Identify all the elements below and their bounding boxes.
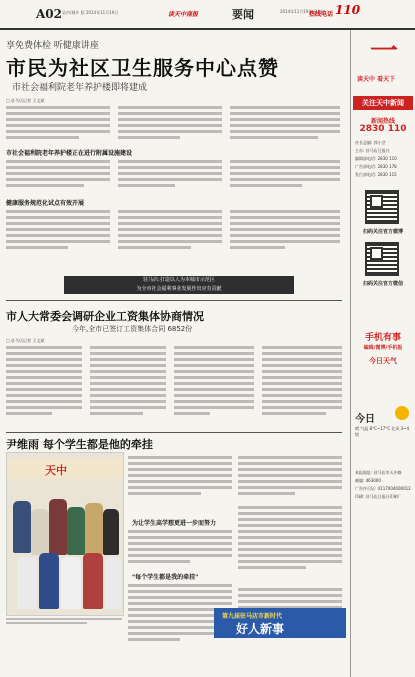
- section-divider: [6, 300, 342, 301]
- bottom-info: 邮编: 463000: [355, 478, 381, 483]
- sidebar-logo: [353, 34, 413, 92]
- main-content: [0, 32, 347, 677]
- third-column-3: [128, 530, 232, 566]
- lead-kicker: 享免费体检 听健康讲座: [6, 41, 99, 51]
- second-headline: 市人大常委会调研企业工资集体协商情况: [6, 310, 204, 323]
- photo-sign: [7, 459, 123, 479]
- lead-column-4: [6, 160, 110, 190]
- lead-deck: 市社会福利院老年养护楼即将建成: [12, 83, 148, 93]
- page-code: A02: [36, 7, 63, 21]
- edition-meta: 县市/城乡 版 2014年11月19日: [62, 10, 119, 15]
- sidebar-ad-1: 手机有事: [364, 333, 401, 343]
- hotline-title: 新闻热线: [370, 118, 395, 125]
- date-line: 2014年11月19日 星期三: [280, 9, 326, 14]
- lead-column-3: [230, 106, 340, 142]
- lead-column-1: [6, 106, 110, 142]
- second-column-3: [174, 346, 254, 418]
- photo-caption: [6, 618, 122, 626]
- lead-headline: 市民为社区卫生服务中心点赞: [6, 56, 279, 80]
- lead-column-9: [230, 210, 340, 252]
- promo-line-2: 好人新事: [236, 622, 285, 636]
- weibo-label: 扫码关注官方微博: [362, 229, 403, 235]
- sidebar-ad-2: 编辑/微博/手机报: [363, 345, 403, 351]
- info-line: 广告部电话: 2830 178: [355, 164, 397, 169]
- photo-person: [67, 507, 85, 555]
- weibo-qr-code: [365, 190, 399, 224]
- info-line: 编辑部电话: 2830 110: [355, 156, 397, 161]
- bottom-info: 广告许可证: 4117004000012: [355, 486, 411, 491]
- bottom-info: 印刷: 驻马店日报社印刷厂: [355, 494, 402, 499]
- lead-subhead-2: 健康服务规范化试点有效开展: [6, 200, 85, 207]
- info-line: 发行部电话: 2830 115: [355, 172, 397, 177]
- banner-line-1: 驻马店:打造以人为本城市示范区: [143, 277, 215, 283]
- third-column-1: [128, 456, 232, 498]
- photo-person: [49, 499, 67, 555]
- photo-person: [83, 553, 103, 609]
- third-subhead-1: 为让学生高学想更进一步而努力: [132, 520, 217, 527]
- second-byline: □ 驻马店记者 王文斌: [6, 338, 45, 343]
- hotline-label: 热线电话: [309, 11, 334, 18]
- sidebar-ad-3: 今日天气: [369, 357, 397, 365]
- weixin-label: 扫码关注官方微信: [362, 281, 403, 287]
- third-subhead-2: "每个学生都是我的牵挂": [132, 574, 199, 581]
- second-column-4: [262, 346, 342, 418]
- section-divider-2: [6, 432, 342, 433]
- photo-person: [103, 509, 119, 555]
- photo-person: [85, 503, 103, 555]
- weather-day: 今日: [355, 414, 375, 425]
- third-headline: 尹维雨 每个学生都是他的牵挂: [6, 438, 153, 451]
- lead-subhead-1: 市社会福利院老年养护楼正在进行附属设施建设: [6, 150, 133, 157]
- banner-line-2: 为全市社会福利事业发展作出应有贡献: [136, 286, 222, 292]
- lead-column-5: [118, 160, 222, 190]
- logo-mark-icon: 一: [369, 34, 398, 67]
- promo-line-1: 第九届驻马店市新时代: [222, 613, 283, 620]
- hotline-number: 110: [335, 3, 361, 17]
- photo-person: [61, 557, 81, 609]
- second-deck: 今年,全市已签订工资集体合同 6852份: [72, 325, 193, 333]
- lead-column-8: [118, 210, 222, 252]
- photo-person: [17, 557, 37, 609]
- lead-column-7: [6, 210, 110, 252]
- weather-text: 晴 气温 8°C~17°C 北风 3~4 级: [355, 426, 410, 437]
- photo-sign-text: 天中: [45, 464, 67, 477]
- logo-tagline: 读天中 看天下: [357, 76, 396, 83]
- photo-person: [31, 509, 49, 555]
- photo-person: [13, 501, 31, 553]
- sidebar-red-box: 关注天中新闻: [353, 96, 413, 110]
- sun-icon: [395, 406, 409, 420]
- photo-person: [39, 553, 59, 609]
- promo-box: [214, 608, 346, 638]
- lead-column-2: [118, 106, 222, 142]
- bottom-info: 本报地址: 驻马店市天中路: [355, 470, 402, 475]
- info-line: 社长总编: 郭小芸: [355, 140, 386, 145]
- second-column-1: [6, 346, 82, 418]
- third-column-4: [238, 506, 342, 572]
- second-column-2: [90, 346, 166, 418]
- masthead: [0, 0, 415, 30]
- info-line: 主办: 驻马店日报社: [355, 148, 390, 153]
- paper-logo: 读天中南报: [168, 11, 199, 18]
- third-column-2: [238, 456, 342, 498]
- lead-column-6: [230, 160, 340, 190]
- sidebar: [350, 30, 415, 677]
- hotline-number-sidebar: 2830 110: [359, 124, 407, 134]
- teacher-photo: [6, 452, 124, 616]
- lead-byline: □ 驻马店记者 王文斌: [6, 98, 45, 103]
- lead-banner: [64, 276, 294, 294]
- weixin-qr-code: [365, 242, 399, 276]
- section-title: 要闻: [232, 8, 254, 21]
- photo-person: [105, 557, 121, 609]
